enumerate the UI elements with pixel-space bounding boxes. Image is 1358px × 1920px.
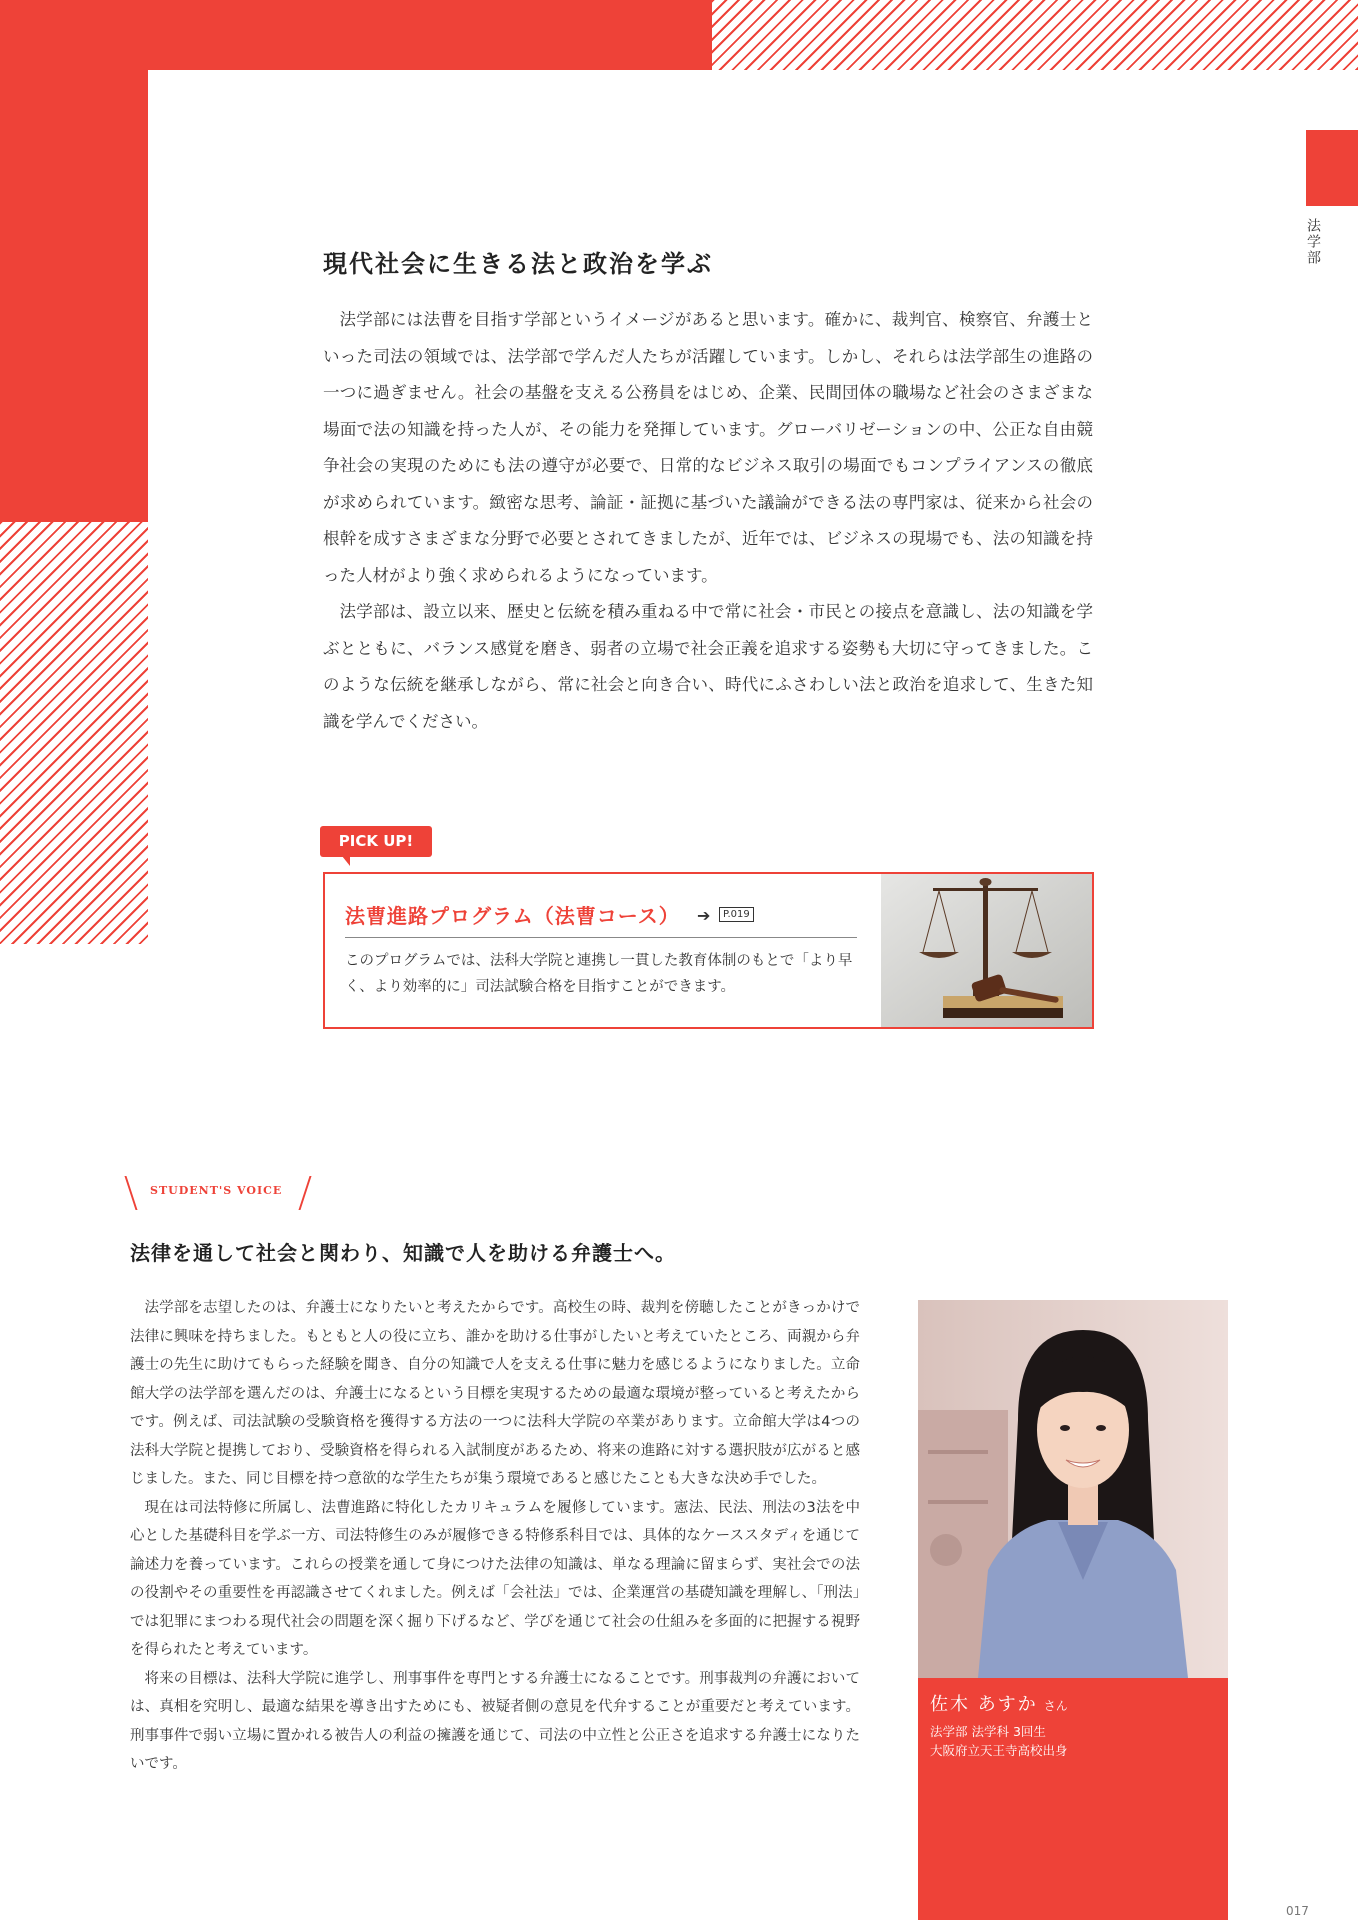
page-number: 017	[1286, 1904, 1309, 1918]
scales-of-justice-photo	[881, 874, 1092, 1027]
intro-paragraph: 法学部には法曹を目指す学部というイメージがあると思います。確かに、裁判官、検察官、弁護士といった司法の領域では、法学部で学んだ人たちが活躍しています。しかし、それらは法学部生の進路の一つに過ぎません。社会の基盤を支える公務員をはじめ、企業、民間団体の職場など社会のさまざまな場面で法の知識を持った人が、その能力を発揮しています。グローバリゼーションの中、公正な自由競争社会の実現のためにも法の遵守が必要で、日常的なビジネス取引の場面でもコンプライアンスの徹底が求められています。緻密な思考、論証・証拠に基づいた議論ができる法の専門家は、従来から社会の根幹を成すさまざまな分野で必要とされてきましたが、近年では、ビジネスの現場でも、法の知識を持った人材がより強く求められるようになっています。	[323, 310, 1093, 585]
intro-title: 現代社会に生きる法と政治を学ぶ	[323, 250, 713, 278]
pickup-badge-tail	[342, 856, 350, 866]
voice-paragraph: 将来の目標は、法科大学院に進学し、刑事事件を専門とする弁護士になることです。刑事裁判の弁護においては、真相を究明し、最適な結果を導き出すためにも、被疑者側の意見を代弁することが重要だと考えています。刑事事件で弱い立場に置かれる被告人の利益の擁護を通じて、司法の中立性と公正さを追求する弁護士になりたいです。	[130, 1670, 860, 1772]
side-index-label: 法学部	[1305, 218, 1321, 266]
student-profile-block	[918, 1678, 1228, 1920]
pickup-title: 法曹進路プログラム（法曹コース）	[345, 904, 680, 928]
intro-paragraph: 法学部は、設立以来、歴史と伝統を積み重ねる中で常に社会・市民との接点を意識し、法の知識を学ぶとともに、バランス感覚を磨き、弱者の立場で社会正義を追求する姿勢も大切に守ってきました。このような伝統を継承しながら、常に社会と向き合い、時代にふさわしい法と政治を追求して、生きた知識を学んでください。	[323, 602, 1093, 731]
pickup-card[interactable]	[323, 872, 1094, 1029]
pickup-description: このプログラムでは、法科大学院と連携し一貫した教育体制のもとで「より早く、より効率的に」司法試験合格を目指すことができます。	[345, 953, 853, 995]
left-red-bar	[0, 0, 148, 522]
voice-paragraph: 現在は司法特修に所属し、法曹進路に特化したカリキュラムを履修しています。憲法、民法、刑法の3法を中心とした基礎科目を学ぶ一方、司法特修生のみが履修できる特修系科目では、具体的なケーススタディを通じて論述力を養っています。これらの授業を通して身につけた法律の知識は、単なる理論に留まらず、実社会での法の役割やその重要性を再認識させてくれました。例えば「会社法」では、企業運営の基礎知識を理解し、「刑法」では犯罪にまつわる現代社会の問題を深く掘り下げるなど、学びを通じて社会の仕組みを多面的に把握する視野を得られたと考えています。	[130, 1499, 860, 1658]
student-details	[930, 1722, 1068, 1760]
label-slash-left	[124, 1176, 137, 1210]
voice-paragraph: 法学部を志望したのは、弁護士になりたいと考えたからです。高校生の時、裁判を傍聴したことがきっかけで法律に興味を持ちました。もともと人の役に立ち、誰かを助ける仕事がしたいと考えていたところ、両親から弁護士の先生に助けてもらった経験を聞き、自分の知識で人を支える仕事に魅力を感じるようになりました。立命館大学の法学部を選んだのは、弁護士になるという目標を実現するための最適な環境が整っていると考えたからです。例えば、司法試験の受験資格を獲得する方法の一つに法科大学院の卒業があります。立命館大学は4つの法科大学院と提携しており、受験資格を得られる入試制度があるため、将来の進路に対する選択肢が広がると感じました。また、同じ目標を持つ意欲的な学生たちが集う環境であると感じたことも大きな決め手でした。	[130, 1300, 860, 1487]
student-honorific: さん	[1043, 1699, 1068, 1713]
side-index-tab	[1306, 130, 1358, 206]
student-school: 大阪府立天王寺高校出身	[930, 1743, 1068, 1758]
student-name-text: 佐木 あすか	[930, 1694, 1038, 1715]
students-voice-text: STUDENT'S VOICE	[150, 1184, 283, 1197]
pickup-badge: PICK UP!	[320, 826, 432, 857]
student-department: 法学部 法学科 3回生	[930, 1724, 1046, 1739]
pickup-divider	[345, 937, 857, 938]
student-name	[930, 1690, 1068, 1716]
left-stripes	[0, 522, 148, 944]
voice-title: 法律を通して社会と関わり、知識で人を助ける弁護士へ。	[130, 1241, 676, 1265]
voice-body	[130, 1294, 860, 1779]
student-photo	[918, 1300, 1228, 1678]
students-voice-label	[128, 1174, 308, 1210]
top-right-stripes	[712, 0, 1358, 70]
intro-body	[323, 302, 1093, 740]
arrow-right-icon: ➔	[697, 906, 711, 925]
page-reference[interactable]: P.019	[719, 907, 754, 922]
